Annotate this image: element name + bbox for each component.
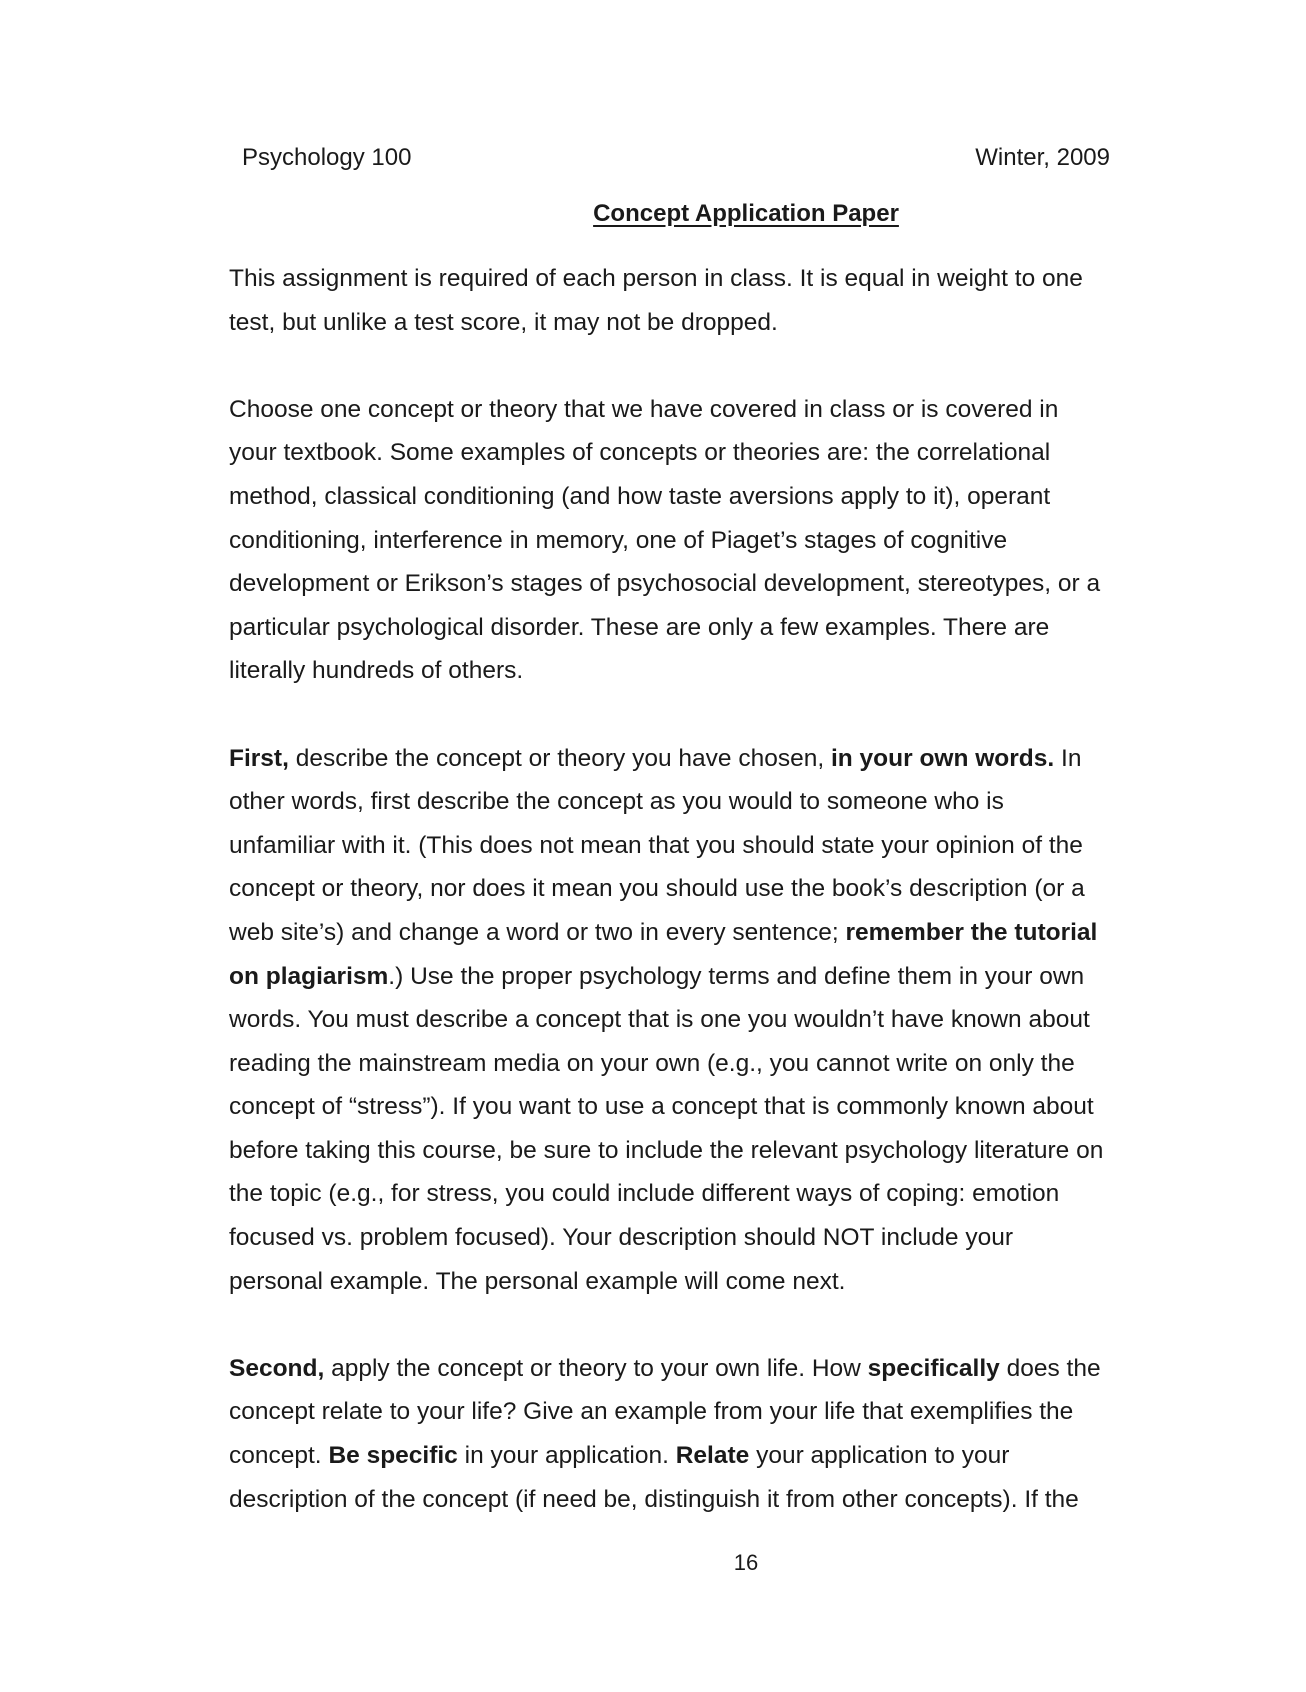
second-label: Second, [229,1354,325,1382]
choose-line: development or Erikson’s stages of psychosocial development, stereotypes, or a [229,570,1101,598]
intro-paragraph [229,257,1147,344]
second-paragraph [229,1347,1147,1521]
choose-line: conditioning, interference in memory, one of Piaget’s stages of cognitive [229,526,1008,554]
first-line: concept of “stress”). If you want to use a concept that is commonly known about [229,1093,1094,1121]
second-text: concept. [229,1442,329,1470]
first-line: reading the mainstream media on your own (e.g., you cannot write on only the [229,1049,1075,1077]
first-line: the topic (e.g., for stress, you could include different ways of coping: emotion [229,1180,1060,1208]
first-line: unfamiliar with it. (This does not mean that you should state your opinion of the [229,831,1083,859]
first-line: other words, first describe the concept as you would to someone who is [229,788,1004,816]
second-line [229,1434,1147,1478]
second-text: does the [999,1354,1101,1382]
first-paragraph [229,737,1147,1304]
document-body [229,257,1147,1565]
second-text: in your application. [457,1442,676,1470]
choose-paragraph [229,388,1147,693]
plagiarism-emphasis: on plagiarism [229,962,389,990]
specifically-emphasis: specifically [867,1354,1000,1382]
page-number: 16 [733,1550,759,1575]
first-line: focused vs. problem focused). Your description should NOT include your [229,1224,1013,1252]
be-specific-emphasis: Be specific [328,1442,458,1470]
second-line [229,1347,1147,1391]
tutorial-emphasis: remember the tutorial [845,918,1098,946]
choose-line: method, classical conditioning (and how taste aversions apply to it), operant [229,482,1051,510]
first-line: concept or theory, nor does it mean you should use the book’s description (or a [229,875,1085,903]
first-text: describe the concept or theory you have chosen, [288,744,831,772]
intro-line: test, but unlike a test score, it may not be dropped. [229,308,778,336]
term-date: Winter, 2009 [975,144,1110,171]
intro-line: This assignment is required of each person in class. It is equal in weight to one [229,265,1083,292]
second-line: description of the concept (if need be, distinguish it from other concepts). If the [229,1485,1079,1513]
own-words-emphasis: in your own words. [830,744,1055,772]
first-text: In [1054,744,1082,772]
first-line [229,737,1147,781]
choose-line: particular psychological disorder. These are only a few examples. There are [229,613,1050,641]
relate-emphasis: Relate [675,1442,750,1470]
first-line [229,911,1147,955]
second-line: concept relate to your life? Give an example from your life that exemplifies the [229,1398,1074,1426]
choose-line: literally hundreds of others. [229,657,524,685]
first-text: web site’s) and change a word or two in every sentence; [229,918,846,946]
first-label: First, [229,744,289,772]
first-line: before taking this course, be sure to include the relevant psychology literature on [229,1136,1104,1164]
first-text: .) Use the proper psychology terms and define them in your own [388,962,1085,990]
document-title [0,199,1306,229]
document-title-text: Concept Application Paper [593,200,899,227]
second-text: your application to your [749,1442,1010,1470]
choose-line: your textbook. Some examples of concepts or theories are: the correlational [229,439,1051,467]
first-line: words. You must describe a concept that is one you wouldn’t have known about [229,1006,1090,1034]
choose-line: Choose one concept or theory that we have covered in class or is covered in [229,395,1059,423]
second-text: apply the concept or theory to your own life. How [324,1354,868,1382]
first-line: personal example. The personal example will come next. [229,1267,846,1295]
course-name: Psychology 100 [242,144,412,171]
first-line [229,955,1147,999]
